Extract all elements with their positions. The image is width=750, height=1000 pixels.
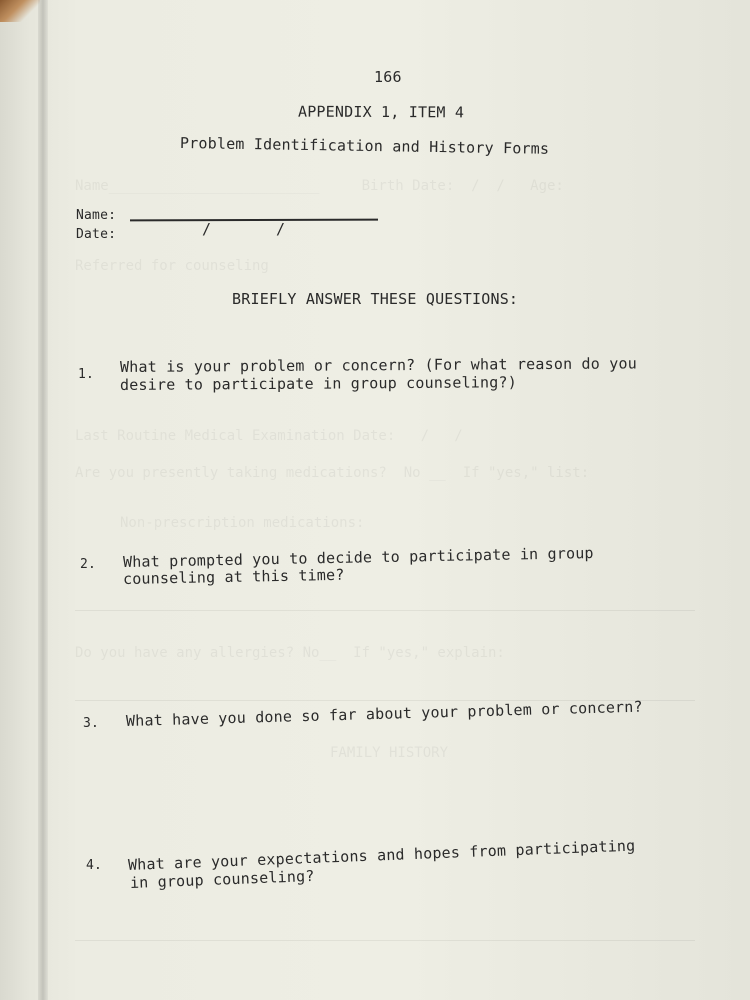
bleed-through-line [75,610,695,611]
date-separator: / [276,220,286,238]
question-text: counseling at this time? [122,565,345,588]
bleed-through-text: Name_________________________ Birth Date: / / Age: [75,178,564,194]
appendix-title: APPENDIX 1, ITEM 4 [297,102,465,122]
question-number: 4. [86,858,103,873]
question-number: 3. [83,716,100,731]
bleed-through-text: Last Routine Medical Examination Date: / / [75,428,463,444]
form-title: Problem Identification and History Forms [179,134,550,158]
bleed-through-line [75,940,695,941]
question-text: What have you done so far about your problem or concern? [125,697,643,730]
question-text: What are your expectations and hopes from participating [127,836,636,874]
question-text: What is your problem or concern? (For what reason do you [119,354,637,376]
name-label: Name: [76,208,117,223]
question-text: desire to participate in group counseling?) [119,373,517,394]
question-number: 2. [80,557,97,572]
binding-spine [38,0,48,1000]
date-label: Date: [76,227,117,242]
question-text: in group counseling? [129,866,315,892]
bleed-through-text: Do you have any allergies? No__ If "yes," explain: [75,645,505,661]
page-corner [0,0,40,22]
question-number: 1. [78,367,95,382]
date-separator: / [202,220,212,238]
bleed-through-text: FAMILY HISTORY [330,745,449,761]
question-text: What prompted you to decide to participate in group [122,543,594,571]
bleed-through-text: Referred for counseling [75,258,269,274]
name-field[interactable] [130,219,378,221]
instructions-heading: BRIEFLY ANSWER THESE QUESTIONS: [232,290,519,308]
bleed-through-text: Non-prescription medications: [120,515,365,531]
bleed-through-text: Are you presently taking medications? No __ If "yes," list: [75,465,590,481]
page-number: 166 [374,68,402,86]
